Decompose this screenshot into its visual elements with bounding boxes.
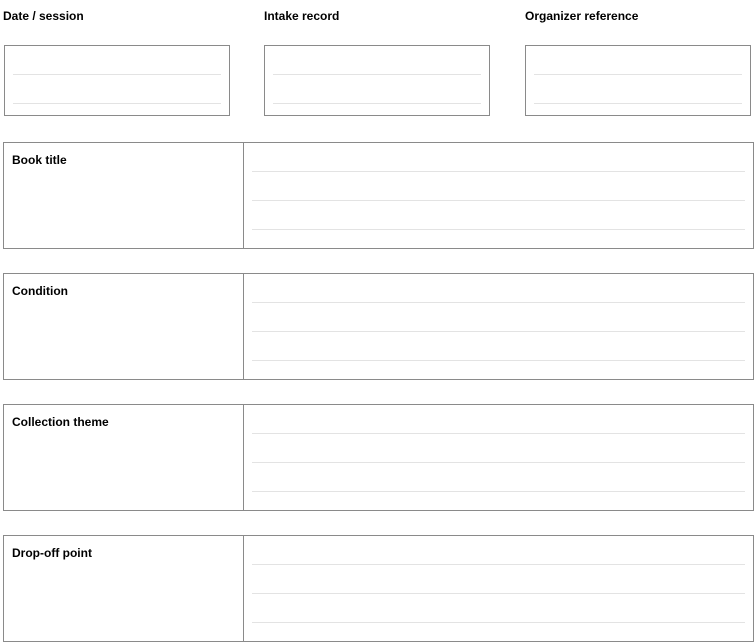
writing-line <box>273 74 481 75</box>
organizer-reference-field[interactable] <box>525 45 751 116</box>
writing-line <box>252 593 745 594</box>
writing-line <box>252 462 745 463</box>
collection-theme-field[interactable] <box>244 405 753 510</box>
drop-off-point-label-cell <box>4 536 244 641</box>
collection-theme-row <box>3 404 754 511</box>
book-title-label-cell <box>4 143 244 248</box>
book-title-row <box>3 142 754 249</box>
drop-off-point-label: Drop-off point <box>12 546 92 560</box>
writing-line <box>252 229 745 230</box>
writing-line <box>534 74 742 75</box>
date-session-field[interactable] <box>4 45 230 116</box>
collection-theme-label-cell <box>4 405 244 510</box>
drop-off-point-field[interactable] <box>244 536 753 641</box>
condition-field[interactable] <box>244 274 753 379</box>
organizer-reference-label: Organizer reference <box>525 9 639 23</box>
condition-row <box>3 273 754 380</box>
writing-line <box>252 171 745 172</box>
writing-line <box>273 103 481 104</box>
writing-line <box>13 103 221 104</box>
writing-line <box>252 200 745 201</box>
condition-label-cell <box>4 274 244 379</box>
drop-off-point-row <box>3 535 754 642</box>
writing-line <box>252 433 745 434</box>
writing-line <box>252 564 745 565</box>
writing-line <box>252 491 745 492</box>
writing-line <box>252 302 745 303</box>
condition-label: Condition <box>12 284 68 298</box>
writing-line <box>252 622 745 623</box>
writing-line <box>252 331 745 332</box>
date-session-label: Date / session <box>3 9 84 23</box>
collection-theme-label: Collection theme <box>12 415 109 429</box>
intake-record-field[interactable] <box>264 45 490 116</box>
writing-line <box>534 103 742 104</box>
book-title-field[interactable] <box>244 143 753 248</box>
writing-line <box>252 360 745 361</box>
book-title-label: Book title <box>12 153 67 167</box>
writing-line <box>13 74 221 75</box>
intake-record-label: Intake record <box>264 9 340 23</box>
